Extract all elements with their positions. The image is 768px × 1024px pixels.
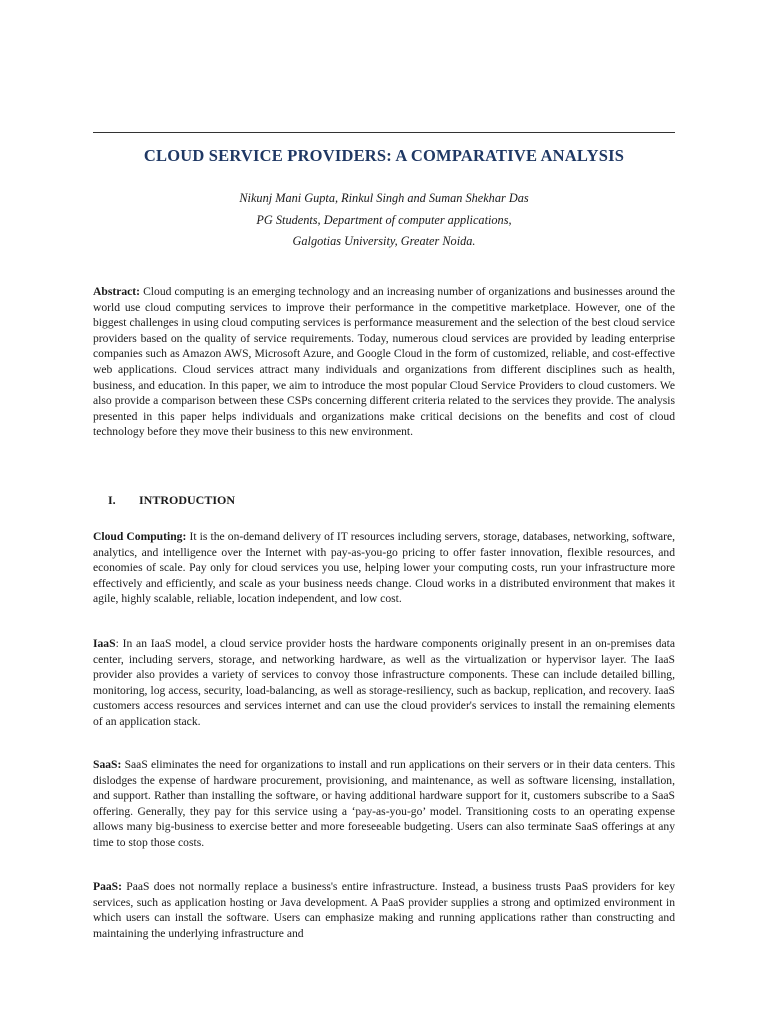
saas-label: SaaS: bbox=[93, 758, 122, 771]
cloud-computing-paragraph bbox=[93, 529, 675, 607]
iaas-paragraph bbox=[93, 636, 675, 730]
author-affiliation: PG Students, Department of computer applications, bbox=[256, 212, 512, 227]
section-number: I. bbox=[108, 493, 116, 507]
section-title: INTRODUCTION bbox=[139, 493, 236, 507]
author-names: Nikunj Mani Gupta, Rinkul Singh and Suman Shekhar Das bbox=[239, 191, 529, 205]
abstract-label: Abstract: bbox=[93, 285, 141, 298]
author-institution: Galgotias University, Greater Noida. bbox=[292, 234, 476, 248]
header-rule bbox=[93, 132, 675, 133]
author-block bbox=[93, 188, 675, 253]
saas-text: SaaS eliminates the need for organizations to install and run applications on their servers or in their data centers. This dislodges the expense of hardware procurement, provisioning, and maintenance, as well as software licensing, installation, and support. Rather than installing the software, or having additional hardware support for it, customers subscribe to a SaaS offering. Generally, they pay for this service using a ‘pay-as-you-go’ model. Transitioning costs to an operating expense allows many big-business to exercise better and more foreseeable budgeting. Users can also terminate SaaS offerings at any time to stop those costs. bbox=[93, 758, 675, 849]
abstract-paragraph bbox=[93, 284, 675, 440]
paas-paragraph bbox=[93, 879, 675, 941]
abstract-text: Cloud computing is an emerging technology and an increasing number of organizations and businesses around the world use cloud computing services to improve their performance in the competitive marketplace. However, one of the biggest challenges in using cloud computing services is performance measurement and the selection of the best cloud service providers based on the quality of service requirements. Today, numerous cloud services are provided by leading enterprise companies such as Amazon AWS, Microsoft Azure, and Google Cloud in the form of customized, reliable, and cost-effective web applications. Cloud services attract many individuals and organizations from different disciplines such as health, business, and education. In this paper, we aim to introduce the most popular Cloud Service Providers to cloud customers. We also provide a comparison between these CSPs concerning different criteria related to the services they provide. The analysis presented in this paper helps individuals and organizations make critical decisions on the benefits and cost of cloud technology before they move their business to this new environment. bbox=[93, 285, 675, 439]
paas-label: PaaS: bbox=[93, 880, 122, 893]
paas-text: PaaS does not normally replace a business's entire infrastructure. Instead, a business trusts PaaS providers for key services, such as application hosting or Java development. A PaaS provider supplies a strong and optimized environment in which users can install the software. Users can emphasize making and running applications rather than constructing and maintaining the underlying infrastructure and bbox=[93, 880, 675, 940]
cloud-computing-text: It is the on-demand delivery of IT resources including servers, storage, databases, networking, software, analytics, and intelligence over the Internet with pay-as-you-go pricing to offer faster innovation, flexible resources, and economies of scale. Pay only for cloud services you use, helping lower your computing costs, run your infrastructure more effectively and efficiently, and scale as your business needs change. Cloud works in a distributed environment that makes it agile, highly scalable, reliable, location independent, and low cost. bbox=[93, 530, 675, 606]
iaas-text: : In an IaaS model, a cloud service provider hosts the hardware components originally present in an on-premises data center, including servers, storage, and networking hardware, as well as the virtualization or hypervisor layer. The IaaS provider also provides a variety of services to convoy those infrastructure components. These can include detailed billing, monitoring, log access, security, load-balancing, as well as storage-resiliency, such as backup, replication, and recovery. IaaS customers access resources and services internet and can use the cloud provider's services to install the remaining elements of an application stack. bbox=[93, 637, 675, 728]
saas-paragraph bbox=[93, 757, 675, 851]
paper-title: CLOUD SERVICE PROVIDERS: A COMPARATIVE ANALYSIS bbox=[143, 146, 625, 165]
cloud-computing-label: Cloud Computing: bbox=[93, 530, 187, 543]
iaas-label: IaaS bbox=[93, 637, 116, 650]
section-heading bbox=[108, 493, 235, 508]
